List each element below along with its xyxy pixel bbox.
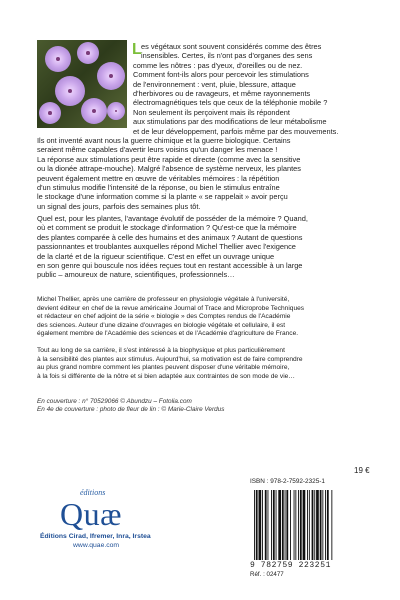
publisher-logo: Quæ — [60, 496, 122, 532]
barcode-bar — [290, 490, 291, 560]
barcode-bar — [259, 490, 262, 560]
body-line: de la clarté et de la rigueur scientifique. C'est en effet un ouvrage unique — [37, 251, 275, 261]
credit-line: En couverture : n° 70529066 © Abundzu – Fotolia.com — [37, 398, 192, 405]
body-line: d'un stimulus modifie l'intensité de la réponse, ou bien le stimulus entraîne — [37, 183, 280, 193]
barcode-bar — [314, 490, 315, 560]
barcode-bar — [282, 490, 284, 560]
intro-line: de l'environnement : vent, pluie, blessure, attaque — [133, 79, 296, 89]
author-research — [37, 347, 367, 381]
body-line: ou la dionée attrape-mouche). Malgré l'absence de système nerveux, les plantes — [37, 164, 301, 174]
intro-line: insensibles. Certes, ils n'ont pas d'organes des sens — [141, 51, 313, 61]
bio-line: des sciences. Auteur d'une dizaine d'ouvrages en biologie végétale et cellulaire, il est — [37, 321, 286, 329]
barcode-bar — [276, 490, 277, 560]
barcode-bar — [286, 490, 288, 560]
bio-line: Michel Thellier, après une carrière de professeur en physiologie végétale à l'université, — [37, 296, 290, 303]
body-line: des plantes comparée à celle des humains et des animaux ? Autant de questions — [37, 232, 303, 242]
body-line: peuvent également mettre en œuvre de véritables mémoires : la répétition — [37, 173, 280, 183]
barcode-bar — [294, 490, 295, 560]
paragraph-questions — [37, 214, 367, 280]
body-line: le stockage d'une information comme si la plante « se rappelait » avoir perçu — [37, 192, 288, 202]
bio-line: à la sensibilité des plantes aux stimulus. Aujourd'hui, sa motivation est de faire comprendre — [37, 355, 303, 363]
barcode-bar — [278, 490, 281, 560]
barcode-bar — [256, 490, 258, 560]
barcode-bar — [327, 490, 329, 560]
barcode-bar — [262, 490, 263, 560]
bio-line: au plus grand nombre comment les plantes peuvent disposer d'une véritable mémoire, — [37, 364, 290, 372]
intro-line: es végétaux sont souvent considérés comme des êtres — [141, 42, 322, 51]
barcode-bar — [271, 490, 272, 560]
publisher-editions-label: éditions — [80, 488, 106, 497]
publisher-subtitle: Éditions Cirad, Ifremer, Inra, Irstea — [40, 533, 151, 540]
intro-line: Non seulement ils perçoivent mais ils répondent — [133, 107, 290, 117]
price: 19 € — [354, 466, 370, 475]
reference-number: Réf. : 02477 — [250, 571, 284, 578]
bio-line: également membre de l'Académie des sciences et de l'Académie d'agriculture de France. — [37, 330, 299, 338]
body-line: Quel est, pour les plantes, l'avantage évolutif de posséder de la mémoire ? Quand, — [37, 214, 308, 223]
body-line: en son genre qui bouscule nos idées reçues tout en restant accessible à un large — [37, 261, 303, 271]
intro-line: et de leur développement, parfois même par des mouvements. — [133, 126, 339, 136]
barcode-bar — [320, 490, 322, 560]
intro-line: d'herbivores ou de ravageurs, et même rayonnements — [133, 89, 311, 99]
barcode-bar — [265, 490, 267, 560]
body-line: où et comment se produit le stockage d'information ? Qu'est-ce que la mémoire — [37, 223, 297, 233]
author-bio — [37, 296, 367, 339]
photo-credits — [37, 398, 224, 415]
intro-line: comme les nôtres : pas d'yeux, d'oreilles ou de nez. — [133, 60, 303, 70]
barcode — [250, 490, 370, 560]
barcode-bar — [325, 490, 326, 560]
intro-paragraph — [133, 42, 365, 136]
bio-line: et rédacteur en chef adjoint de la série « biologie » des Comptes rendus de l'Académie — [37, 313, 291, 321]
isbn: ISBN : 978-2-7592-2325-1 — [250, 478, 325, 485]
intro-line: électromagnétiques tels que ceux de la téléphonie mobile ? — [133, 98, 328, 108]
body-line: passionnantes et troublantes auxquelles répond Michel Thellier avec l'exigence — [37, 242, 296, 252]
intro-line: aux stimulations par des modifications de leur métabolisme — [133, 117, 327, 127]
flax-flower-photo — [37, 40, 127, 128]
bio-line: devient éditeur en chef de la revue américaine Journal of Trace and Microprobe Techniques — [37, 304, 305, 312]
paragraph-memory — [37, 136, 367, 211]
publisher-url: www.quae.com — [73, 542, 120, 549]
bio-line: à la fois si différente de la nôtre et si bien adaptée aux contraintes de son mode de vie… — [37, 372, 295, 380]
body-line: La réponse aux stimulations peut être rapide et directe (comme avec la sensitive — [37, 154, 301, 164]
drop-cap-letter: L — [132, 41, 142, 58]
barcode-bar — [312, 490, 314, 560]
barcode-bar — [331, 490, 332, 560]
intro-line: Comment font-ils alors pour percevoir les stimulations — [133, 70, 309, 80]
barcode-bar — [300, 490, 302, 560]
barcode-bar — [298, 490, 299, 560]
barcode-bar — [322, 490, 323, 560]
body-line: Ils ont inventé avant nous la guerre chimique et la guerre biologique. Certains — [37, 136, 291, 145]
body-line: seraient même capables d'avertir leurs voisins qu'un danger les menace ! — [37, 145, 278, 155]
barcode-bar — [307, 490, 308, 560]
barcode-bar — [254, 490, 255, 560]
barcode-bar — [295, 490, 296, 560]
barcode-bar — [316, 490, 319, 560]
body-line: un signal des jours, parfois des semaines plus tôt. — [37, 201, 201, 211]
bio-line: Tout au long de sa carrière, il s'est intéressé à la biophysique et plus particulièrement — [37, 347, 285, 354]
barcode-bar — [285, 490, 286, 560]
body-line: public – amoureux de nature, scientifiques, professionnels… — [37, 270, 235, 280]
barcode-bar — [303, 490, 306, 560]
barcode-bar — [268, 490, 269, 560]
barcode-digits: 9 782759 223251 — [250, 561, 332, 570]
credit-line: En 4e de couverture : photo de fleur de lin : © Marie-Claire Verdus — [37, 406, 225, 414]
barcode-bar — [273, 490, 275, 560]
barcode-bar — [309, 490, 310, 560]
